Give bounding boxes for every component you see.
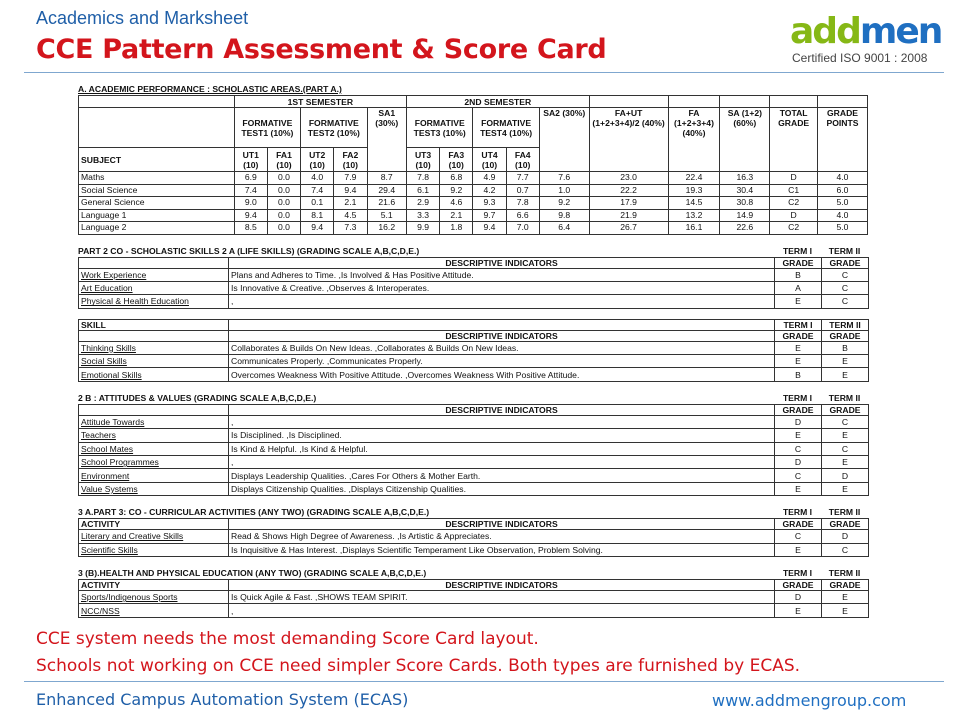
grade-header: GRADE (775, 257, 822, 268)
subject-name: Social Science (79, 184, 235, 197)
score-cell: 2.1 (334, 197, 367, 210)
score-cell: 9.9 (406, 222, 439, 235)
table-row (79, 222, 868, 235)
item-name: Physical & Health Education (79, 295, 229, 308)
page-subtitle: Academics and Marksheet (36, 8, 249, 28)
term1-label: TERM I (782, 245, 813, 256)
score-cell: 22.2 (589, 184, 668, 197)
term2-label: TERM II (822, 319, 869, 330)
table-row (79, 543, 869, 556)
item-name: Emotional Skills (79, 368, 229, 381)
score-cell: 30.4 (720, 184, 770, 197)
indicator-text: , (229, 604, 775, 617)
item-name: Social Skills (79, 355, 229, 368)
table-row (79, 281, 869, 294)
grade-header: GRADE (822, 519, 869, 530)
indicator-text: Displays Citizenship Qualities. ,Displays Citizenship Qualities. (229, 482, 775, 495)
indicator-text: Plans and Adheres to Time. ,Is Involved & Has Positive Attitude. (229, 268, 775, 281)
score-cell: 7.7 (506, 172, 539, 185)
term1-grade: C (775, 530, 822, 543)
item-name: Environment (79, 469, 229, 482)
ft1-header: FORMATIVE TEST1 (10%) (234, 108, 300, 148)
score-cell: 6.0 (817, 184, 867, 197)
score-cell: 8.1 (301, 209, 334, 222)
table-row (79, 442, 869, 455)
item-name: Sports/Indigenous Sports (79, 590, 229, 603)
score-cell: 9.4 (234, 209, 267, 222)
term1-grade: D (775, 415, 822, 428)
item-name: Value Systems (79, 482, 229, 495)
fa3-header: FA3 (10) (440, 148, 473, 172)
term1-grade: E (775, 341, 822, 354)
score-cell: 22.6 (720, 222, 770, 235)
indicator-text: Communicates Properly. ,Communicates Properly. (229, 355, 775, 368)
score-cell: 0.7 (506, 184, 539, 197)
term2-grade: E (822, 368, 869, 381)
activity-header: ACTIVITY (79, 579, 229, 590)
score-cell: 0.0 (267, 209, 300, 222)
fa-header: FA (1+2+3+4) (40%) (668, 108, 720, 172)
ft4-header: FORMATIVE TEST4 (10%) (473, 108, 539, 148)
indicator-text: Is Disciplined. ,Is Disciplined. (229, 429, 775, 442)
grade-header: GRADE (822, 579, 869, 590)
score-cell: 7.9 (334, 172, 367, 185)
score-cell: 9.7 (473, 209, 506, 222)
indicator-text: Collaborates & Builds On New Ideas. ,Collaborates & Builds On New Ideas. (229, 341, 775, 354)
table-row (79, 604, 869, 617)
term2-grade: B (822, 341, 869, 354)
term2-label: TERM II (828, 567, 861, 578)
score-cell: 7.3 (334, 222, 367, 235)
skill-header: SKILL (79, 319, 229, 330)
score-cell: 23.0 (589, 172, 668, 185)
note-line-2: Schools not working on CCE need simpler Score Cards. Both types are furnished by ECAS. (36, 656, 801, 676)
indicator-text: Is Innovative & Creative. ,Observes & Interoperates. (229, 281, 775, 294)
score-cell: 9.3 (473, 197, 506, 210)
academic-section-title: A. ACADEMIC PERFORMANCE : SCHOLASTIC AREAS.(PART A.) (78, 84, 342, 94)
score-cell: 7.6 (539, 172, 589, 185)
term1-grade: A (775, 281, 822, 294)
term1-grade: E (775, 355, 822, 368)
term1-grade: E (775, 543, 822, 556)
score-cell: 13.2 (668, 209, 720, 222)
term2-grade: C (822, 543, 869, 556)
subject-name: General Science (79, 197, 235, 210)
part2a-title: PART 2 CO - SCHOLASTIC SKILLS 2 A (LIFE SKILLS) (GRADING SCALE A,B,C,D,E.) (78, 245, 420, 256)
term2-grade: C (822, 281, 869, 294)
term2-grade: D (822, 530, 869, 543)
part2b-title: 2 B : ATTITUDES & VALUES (GRADING SCALE A,B,C,D,E.) (78, 392, 317, 403)
footer-divider (24, 681, 944, 682)
term1-grade: C (775, 469, 822, 482)
indicators-header: DESCRIPTIVE INDICATORS (229, 519, 775, 530)
item-name: Attitude Towards (79, 415, 229, 428)
term2-grade: C (822, 442, 869, 455)
ut2-header: UT2 (10) (301, 148, 334, 172)
indicators-header: DESCRIPTIVE INDICATORS (229, 404, 775, 415)
score-cell: 14.9 (720, 209, 770, 222)
score-cell: 8.5 (234, 222, 267, 235)
grade-header: GRADE (775, 579, 822, 590)
term1-label: TERM I (782, 507, 813, 518)
term1-grade: E (775, 604, 822, 617)
item-name: Teachers (79, 429, 229, 442)
table-row (79, 429, 869, 442)
score-cell: 9.4 (301, 222, 334, 235)
score-cell: 0.1 (301, 197, 334, 210)
item-name: NCC/NSS (79, 604, 229, 617)
title-divider (24, 72, 944, 73)
table-row (79, 368, 869, 381)
indicator-text: Displays Leadership Qualities. ,Cares For Others & Mother Earth. (229, 469, 775, 482)
total-grade-header: TOTAL GRADE (770, 108, 818, 172)
score-cell: 5.0 (817, 222, 867, 235)
score-cell: 22.4 (668, 172, 720, 185)
footer-system-name: Enhanced Campus Automation System (ECAS) (36, 690, 409, 709)
item-name: School Mates (79, 442, 229, 455)
indicators-header: DESCRIPTIVE INDICATORS (229, 330, 775, 341)
ut3-header: UT3 (10) (406, 148, 439, 172)
table-row (79, 530, 869, 543)
sa-header: SA (1+2) (60%) (720, 108, 770, 172)
score-cell: 16.1 (668, 222, 720, 235)
score-cell: 26.7 (589, 222, 668, 235)
term1-label: TERM I (775, 319, 822, 330)
term2-grade: E (822, 590, 869, 603)
indicator-text: Overcomes Weakness With Positive Attitude. ,Overcomes Weakness With Positive Attitude. (229, 368, 775, 381)
score-cell: 2.9 (406, 197, 439, 210)
subject-name: Language 1 (79, 209, 235, 222)
score-cell: C1 (770, 184, 818, 197)
indicator-text: , (229, 456, 775, 469)
score-cell: D (770, 209, 818, 222)
ut4-header: UT4 (10) (473, 148, 506, 172)
score-cell: 9.4 (473, 222, 506, 235)
score-cell: 9.0 (234, 197, 267, 210)
term2-grade: C (822, 295, 869, 308)
score-cell: 1.0 (539, 184, 589, 197)
term1-grade: E (775, 429, 822, 442)
score-cell: 30.8 (720, 197, 770, 210)
indicator-text: , (229, 415, 775, 428)
fa2-header: FA2 (10) (334, 148, 367, 172)
indicators-header: DESCRIPTIVE INDICATORS (229, 579, 775, 590)
ft3-header: FORMATIVE TEST3 (10%) (406, 108, 472, 148)
score-cell: 0.0 (267, 184, 300, 197)
term1-grade: D (775, 456, 822, 469)
table-row (79, 341, 869, 354)
score-cell: 6.6 (506, 209, 539, 222)
term1-grade: E (775, 482, 822, 495)
score-cell: 7.8 (506, 197, 539, 210)
term2-grade: D (822, 469, 869, 482)
grade-header: GRADE (775, 404, 822, 415)
grade-header: GRADE (822, 257, 869, 268)
part3a-title: 3 A.PART 3: CO - CURRICULAR ACTIVITIES (ANY TWO) (GRADING SCALE A,B,C,D,E.) (78, 507, 430, 518)
grade-header: GRADE (822, 330, 869, 341)
life-skills-table (78, 257, 869, 309)
score-cell: 16.2 (367, 222, 406, 235)
indicator-text: , (229, 295, 775, 308)
term2-grade: E (822, 456, 869, 469)
indicator-text: Is Quick Agile & Fast. ,SHOWS TEAM SPIRIT. (229, 590, 775, 603)
score-cell: 4.9 (473, 172, 506, 185)
score-cell: C2 (770, 197, 818, 210)
semester1-header: 1ST SEMESTER (234, 96, 406, 108)
item-name: Literary and Creative Skills (79, 530, 229, 543)
score-cell: 4.0 (817, 209, 867, 222)
item-name: School Programmes (79, 456, 229, 469)
score-cell: 6.1 (406, 184, 439, 197)
indicator-text: Is Inquisitive & Has Interest. ,Displays Scientific Temperament Like Observation, Problem Solving. (229, 543, 775, 556)
sa2-header: SA2 (30%) (539, 108, 589, 172)
semester2-header: 2ND SEMESTER (406, 96, 589, 108)
score-cell: 14.5 (668, 197, 720, 210)
table-row (79, 456, 869, 469)
score-cell: 4.6 (440, 197, 473, 210)
score-cell: 7.8 (406, 172, 439, 185)
grade-header: GRADE (822, 404, 869, 415)
score-cell: 4.5 (334, 209, 367, 222)
term1-grade: D (775, 590, 822, 603)
certification-text: Certified ISO 9001 : 2008 (792, 51, 928, 65)
score-cell: 21.9 (589, 209, 668, 222)
term2-grade: E (822, 355, 869, 368)
score-cell: D (770, 172, 818, 185)
item-name: Art Education (79, 281, 229, 294)
indicator-text: Is Kind & Helpful. ,Is Kind & Helpful. (229, 442, 775, 455)
term1-grade: E (775, 295, 822, 308)
score-cell: 3.3 (406, 209, 439, 222)
page-title: CCE Pattern Assessment & Score Card (36, 34, 607, 65)
addmen-logo: addmen (790, 11, 942, 52)
score-cell: 16.3 (720, 172, 770, 185)
item-name: Work Experience (79, 268, 229, 281)
score-cell: 2.1 (440, 209, 473, 222)
ut1-header: UT1 (10) (234, 148, 267, 172)
term2-grade: C (822, 268, 869, 281)
score-cell: 4.0 (301, 172, 334, 185)
score-cell: 17.9 (589, 197, 668, 210)
score-cell: 9.4 (334, 184, 367, 197)
score-card (78, 84, 868, 618)
score-cell: 21.6 (367, 197, 406, 210)
score-cell: 8.7 (367, 172, 406, 185)
score-cell: 9.8 (539, 209, 589, 222)
faut-header: FA+UT (1+2+3+4)/2 (40%) (589, 108, 668, 172)
term2-grade: C (822, 415, 869, 428)
term2-grade: E (822, 429, 869, 442)
term2-label: TERM II (828, 245, 861, 256)
score-cell: 7.4 (234, 184, 267, 197)
subject-name: Language 2 (79, 222, 235, 235)
term2-grade: E (822, 604, 869, 617)
footer-website-link[interactable]: www.addmengroup.com (712, 691, 907, 710)
term1-grade: B (775, 268, 822, 281)
item-name: Scientific Skills (79, 543, 229, 556)
ft2-header: FORMATIVE TEST2 (10%) (301, 108, 367, 148)
term1-label: TERM I (782, 392, 813, 403)
score-cell: 29.4 (367, 184, 406, 197)
grade-header: GRADE (775, 330, 822, 341)
fa1-header: FA1 (10) (267, 148, 300, 172)
grade-header: GRADE (775, 519, 822, 530)
score-cell: 0.0 (267, 197, 300, 210)
term2-grade: E (822, 482, 869, 495)
score-cell: 6.8 (440, 172, 473, 185)
term1-label: TERM I (782, 567, 813, 578)
term1-grade: C (775, 442, 822, 455)
table-row (79, 295, 869, 308)
score-cell: 6.9 (234, 172, 267, 185)
skills-table (78, 319, 869, 382)
score-cell: 9.2 (440, 184, 473, 197)
score-cell: 5.1 (367, 209, 406, 222)
activity-header: ACTIVITY (79, 519, 229, 530)
indicators-header: DESCRIPTIVE INDICATORS (229, 257, 775, 268)
score-cell: 0.0 (267, 172, 300, 185)
note-line-1: CCE system needs the most demanding Score Card layout. (36, 629, 539, 649)
score-cell: 0.0 (267, 222, 300, 235)
table-row (79, 355, 869, 368)
subject-header: SUBJECT (79, 148, 235, 172)
score-cell: 19.3 (668, 184, 720, 197)
table-row (79, 209, 868, 222)
fa4-header: FA4 (10) (506, 148, 539, 172)
score-cell: 7.4 (301, 184, 334, 197)
academic-table (78, 95, 868, 235)
part3b-title: 3 (B).HEALTH AND PHYSICAL EDUCATION (ANY TWO) (GRADING SCALE A,B,C,D,E.) (78, 567, 427, 578)
score-cell: 1.8 (440, 222, 473, 235)
table-row (79, 172, 868, 185)
item-name: Thinking Skills (79, 341, 229, 354)
grade-points-header: GRADE POINTS (817, 108, 867, 172)
table-row (79, 469, 869, 482)
sa1-header: SA1 (30%) (367, 108, 406, 172)
table-row (79, 268, 869, 281)
score-cell: C2 (770, 222, 818, 235)
health-pe-table (78, 579, 869, 618)
cocurricular-table (78, 518, 869, 557)
table-row (79, 184, 868, 197)
attitudes-table (78, 404, 869, 496)
term2-label: TERM II (828, 392, 861, 403)
score-cell: 7.0 (506, 222, 539, 235)
table-row (79, 197, 868, 210)
term1-grade: B (775, 368, 822, 381)
table-row (79, 482, 869, 495)
score-cell: 6.4 (539, 222, 589, 235)
indicator-text: Read & Shows High Degree of Awareness. ,Is Artistic & Appreciates. (229, 530, 775, 543)
score-cell: 4.0 (817, 172, 867, 185)
term2-label: TERM II (828, 507, 861, 518)
score-cell: 4.2 (473, 184, 506, 197)
score-cell: 5.0 (817, 197, 867, 210)
table-row (79, 415, 869, 428)
score-cell: 9.2 (539, 197, 589, 210)
table-row (79, 590, 869, 603)
subject-name: Maths (79, 172, 235, 185)
